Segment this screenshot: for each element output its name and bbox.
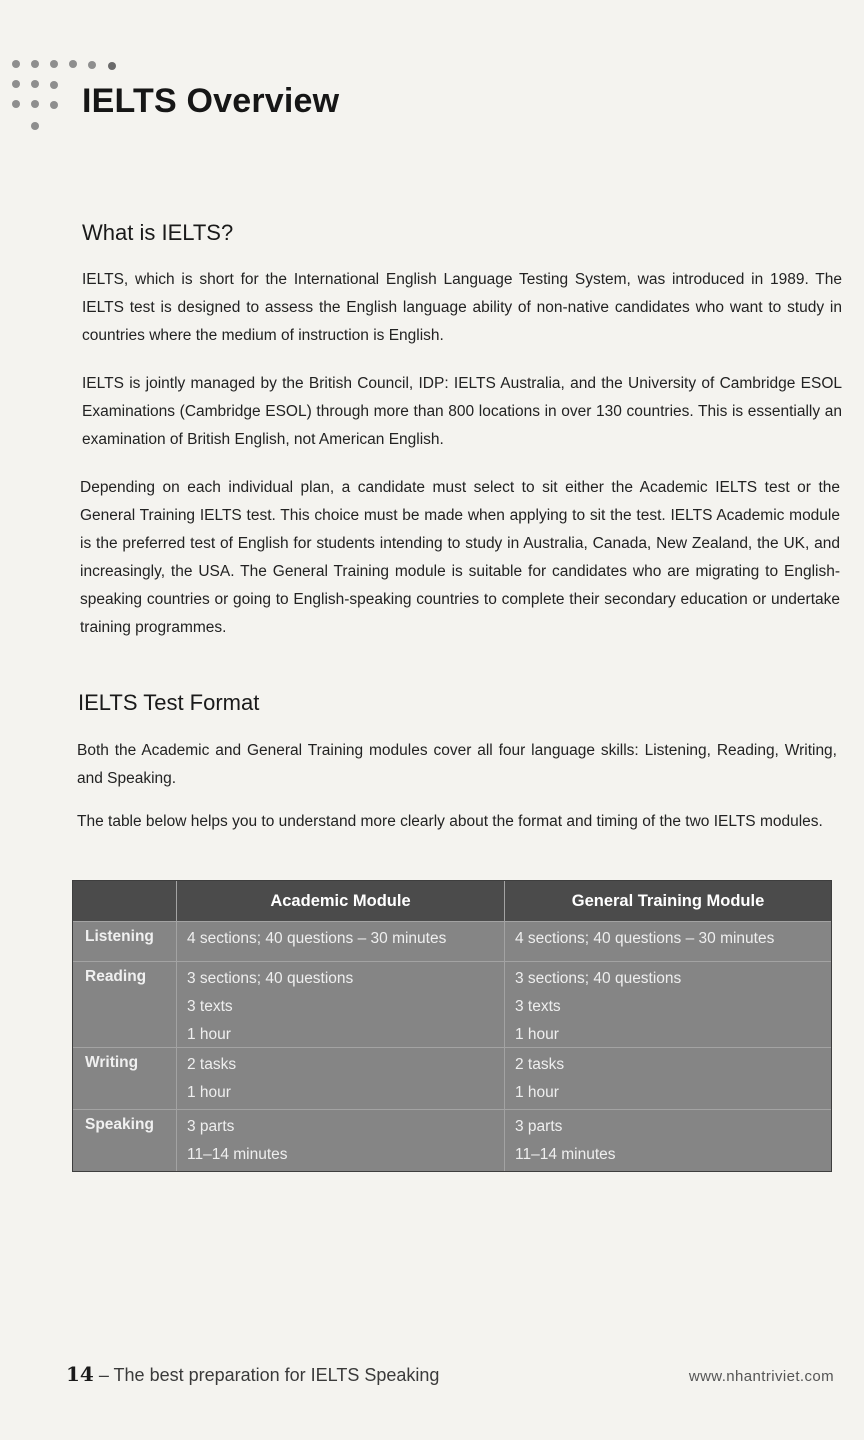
skill-label: Listening: [85, 928, 154, 945]
cell-line: 3 texts: [515, 998, 561, 1015]
table-row: [73, 921, 831, 961]
cell-line: 3 texts: [187, 998, 233, 1015]
paragraph-skills: Both the Academic and General Training modules cover all four language skills: Listening, Reading, Writing, and Speaking.: [77, 742, 837, 787]
paragraph-introduction: IELTS, which is short for the International English Language Testing System, was introduced in 1989. The IELTS test is designed to assess the English language ability of non-native candidates who want to study in countries where the medium of instruction is English.: [82, 271, 842, 344]
book-title: – The best preparation for IELTS Speaking: [98, 1365, 440, 1385]
cell-line: 3 parts: [187, 1118, 235, 1135]
footer-left: [66, 1362, 439, 1386]
academic-cell: [176, 1048, 504, 1109]
skill-label: Reading: [85, 968, 147, 985]
table-header-row: [73, 881, 831, 921]
cell-line: 3 sections; 40 questions: [187, 970, 354, 987]
paragraph-module-choice: Depending on each individual plan, a candidate must select to sit either the Academic IELTS test or the General Training IELTS test. This choice must be made when applying to sit the test. IELTS Academic module is the preferred test of English for students intending to study in Australia, Canada, New Zealand, the UK, and increasingly, the USA. The General Training module is suitable for candidates who are migrating to English-speaking countries or going to English-speaking countries to complete their secondary education or undertake training programmes.: [80, 479, 840, 636]
general-cell: [504, 1110, 831, 1171]
general-cell: [504, 922, 831, 961]
general-cell: [504, 1048, 831, 1109]
cell-line: 2 tasks: [515, 1056, 565, 1073]
cell-line: 3 sections; 40 questions: [515, 970, 682, 987]
table-row: [73, 1047, 831, 1109]
table-header-general: General Training Module: [504, 881, 831, 921]
website-url: www.nhantriviet.com: [688, 1368, 834, 1385]
cell-line: 11–14 minutes: [187, 1146, 288, 1163]
ielts-format-table: [72, 880, 832, 1172]
page-footer: [66, 1362, 834, 1386]
academic-cell: [176, 1110, 504, 1171]
cell-line: 1 hour: [187, 1084, 231, 1101]
paragraph-management: IELTS is jointly managed by the British Council, IDP: IELTS Australia, and the University of Cambridge ESOL Examinations (Cambridge ESOL) through more than 800 locations in over 130 countries. This is essentially an examination of British English, not American English.: [82, 375, 842, 448]
skill-label: Writing: [85, 1054, 139, 1071]
cell-line: 1 hour: [515, 1026, 559, 1043]
cell-line: 1 hour: [187, 1026, 231, 1043]
general-cell: [504, 962, 831, 1047]
paragraph-table-intro: The table below helps you to understand more clearly about the format and timing of the two IELTS modules.: [77, 813, 823, 830]
table-header-academic: Academic Module: [176, 881, 504, 921]
cell-line: 4 sections; 40 questions – 30 minutes: [187, 930, 447, 947]
cell-line: 4 sections; 40 questions – 30 minutes: [515, 930, 775, 947]
cell-line: 11–14 minutes: [515, 1146, 616, 1163]
page-title: IELTS Overview: [82, 82, 340, 120]
page-number: 14: [66, 1362, 94, 1386]
cell-line: 3 parts: [515, 1118, 563, 1135]
section-heading-what-is-ielts: What is IELTS?: [82, 220, 234, 245]
table-header-blank: [73, 881, 176, 921]
cell-line: 1 hour: [515, 1084, 559, 1101]
section-heading-test-format: IELTS Test Format: [78, 690, 260, 715]
academic-cell: [176, 922, 504, 961]
academic-cell: [176, 962, 504, 1047]
table-row: [73, 961, 831, 1047]
table-row: [73, 1109, 831, 1171]
skill-label: Speaking: [85, 1116, 154, 1133]
cell-line: 2 tasks: [187, 1056, 237, 1073]
